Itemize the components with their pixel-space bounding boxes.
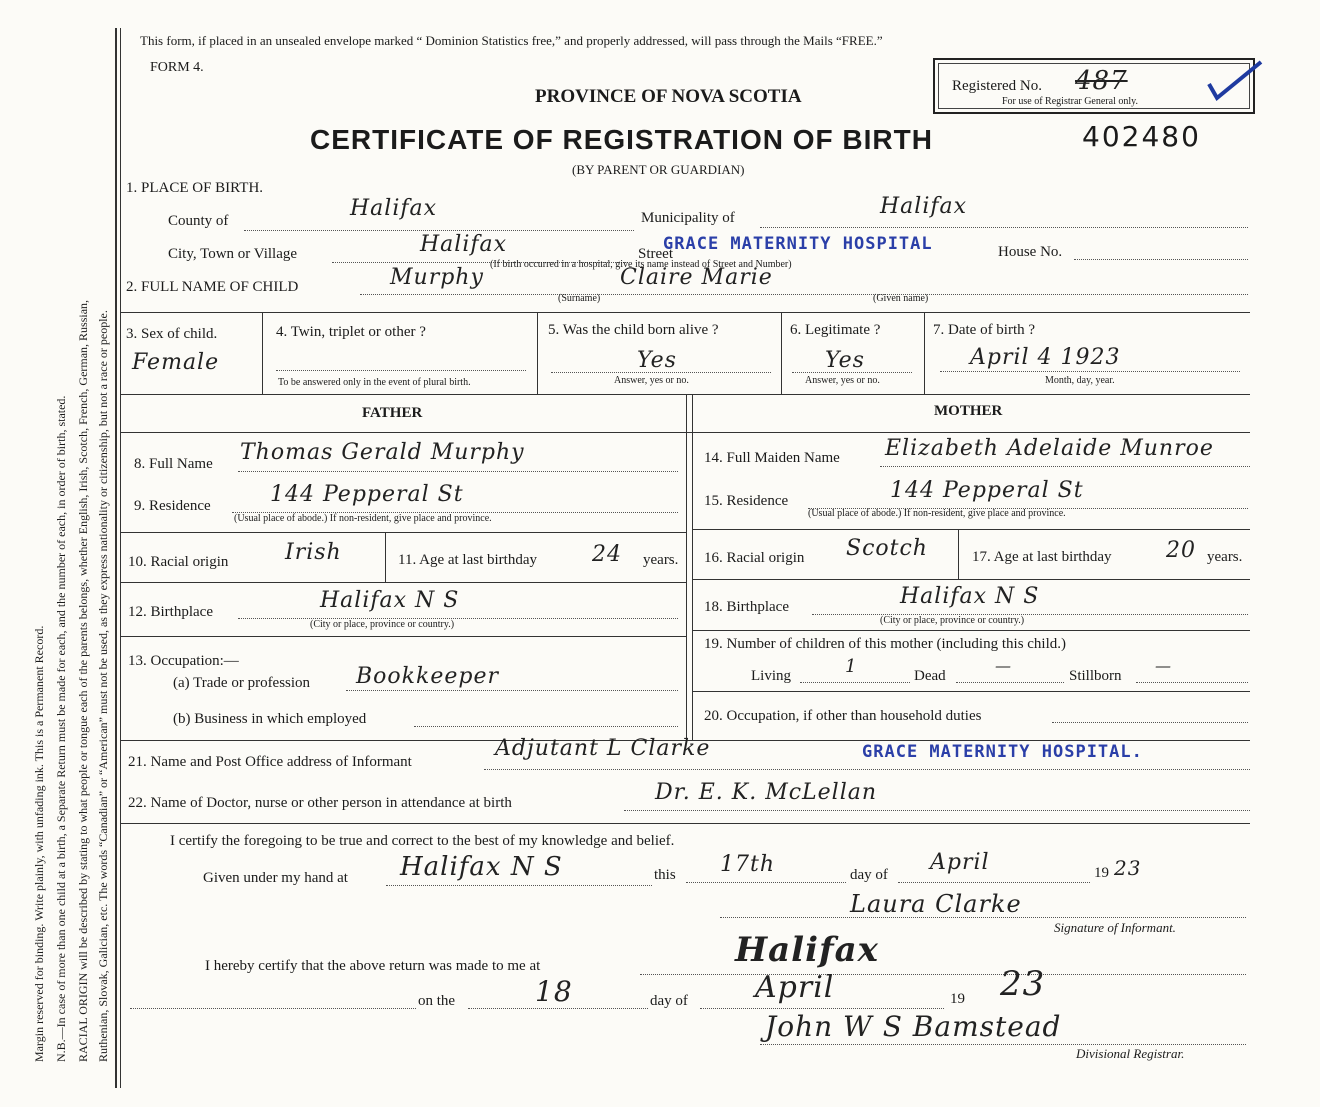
father-residence: 144 Pepperal St xyxy=(270,482,464,507)
father-age-label: 11. Age at last birthday xyxy=(398,552,537,568)
father-trade-label: (a) Trade or profession xyxy=(173,675,311,691)
stillborn-label: Stillborn xyxy=(1069,668,1122,684)
mother-birthplace-note: (City or place, province or country.) xyxy=(880,615,1025,626)
dob-value: April 4 1923 xyxy=(970,345,1121,370)
place-of-birth-label: 1. PLACE OF BIRTH. xyxy=(126,180,264,196)
mother-age-label: 17. Age at last birthday xyxy=(972,549,1112,565)
alive-note: Answer, yes or no. xyxy=(614,375,689,386)
dob-label: 7. Date of birth ? xyxy=(933,322,1036,338)
checkmark-icon xyxy=(1205,58,1265,106)
certify-this-label: this xyxy=(654,867,676,883)
registered-number: 487 xyxy=(1075,66,1128,96)
house-label: House No. xyxy=(998,244,1063,260)
margin-note-2: N.B.—In case of more than one child at a birth, a Separate Return must be made for each, and the number of each, in order of birth, stated. xyxy=(54,395,68,1062)
dead-label: Dead xyxy=(914,668,946,684)
certify-year-prefix: 19 xyxy=(1094,865,1109,881)
child-surname: Murphy xyxy=(390,265,484,290)
informant-signature-label: Signature of Informant. xyxy=(1054,920,1176,935)
registrar-year: 23 xyxy=(1000,964,1046,1004)
mother-age-unit: years. xyxy=(1207,549,1243,565)
informant-label: 21. Name and Post Office address of Informant xyxy=(128,754,412,770)
mother-race-label: 16. Racial origin xyxy=(704,550,805,566)
registrar-place: Halifax xyxy=(735,930,879,970)
mother-name-label: 14. Full Maiden Name xyxy=(704,450,840,466)
registrar-day: 18 xyxy=(535,975,573,1008)
father-name-label: 8. Full Name xyxy=(134,456,213,472)
certify-day: 17th xyxy=(720,852,776,877)
registrar-year-prefix: 19 xyxy=(950,991,965,1007)
father-race: Irish xyxy=(285,540,342,565)
doctor-name: Dr. E. K. McLellan xyxy=(655,780,878,805)
street-label: Street xyxy=(638,246,673,262)
living-label: Living xyxy=(751,668,791,684)
certify-day-of-label: day of xyxy=(850,867,888,883)
binding-rule xyxy=(115,28,117,1088)
mother-age: 20 xyxy=(1166,538,1196,563)
margin-note-3: RACIAL ORIGIN will be described by stating to what people or tongue each of the parents belongs, whether English, Irish, Scotch, French, German, Russian, xyxy=(76,299,90,1062)
dead-value: — xyxy=(995,656,1012,675)
mother-name: Elizabeth Adelaide Munroe xyxy=(885,436,1214,461)
alive-value: Yes xyxy=(637,348,677,373)
surname-caption: (Surname) xyxy=(558,293,601,304)
father-residence-note: (Usual place of abode.) If non-resident, give place and province. xyxy=(234,513,492,524)
mail-notice: This form, if placed in an unsealed envelope marked “ Dominion Statistics free,” and properly addressed, will pass through the Mails “FREE.” xyxy=(140,33,883,48)
father-name: Thomas Gerald Murphy xyxy=(240,440,525,465)
registered-note: For use of Registrar General only. xyxy=(1002,96,1138,107)
hospital-stamp: GRACE MATERNITY HOSPITAL xyxy=(663,234,933,254)
form-number: FORM 4. xyxy=(150,60,204,75)
certify-month: April xyxy=(930,850,990,875)
father-birthplace: Halifax N S xyxy=(320,588,460,613)
informant-name: Adjutant L Clarke xyxy=(495,736,711,761)
county-label: County of xyxy=(168,213,229,229)
registrar-statement: I hereby certify that the above return was made to me at xyxy=(205,958,541,974)
registrar-signature: John W S Bamstead xyxy=(765,1010,1062,1043)
legitimate-label: 6. Legitimate ? xyxy=(790,322,881,338)
mother-heading: MOTHER xyxy=(934,403,1003,419)
mother-occupation-label: 20. Occupation, if other than household duties xyxy=(704,708,982,724)
father-occupation-label: 13. Occupation:— xyxy=(128,653,239,669)
father-trade: Bookkeeper xyxy=(356,664,499,689)
margin-note-1: Margin reserved for binding. Write plainly, with unfading ink. This is a Permanent Record. xyxy=(32,625,46,1062)
municipality-label: Municipality of xyxy=(641,210,735,226)
father-business-label: (b) Business in which employed xyxy=(173,711,367,727)
dob-note: Month, day, year. xyxy=(1045,375,1115,386)
mother-residence-note: (Usual place of abode.) If non-resident, give place and province. xyxy=(808,508,1066,519)
father-age: 24 xyxy=(592,542,622,567)
sex-label: 3. Sex of child. xyxy=(126,326,218,342)
registrar-month: April xyxy=(755,970,835,1005)
mother-race: Scotch xyxy=(846,536,928,561)
sex-value: Female xyxy=(132,350,220,375)
legitimate-value: Yes xyxy=(825,348,865,373)
informant-stamp: GRACE MATERNITY HOSPITAL. xyxy=(862,742,1143,762)
mother-birthplace-label: 18. Birthplace xyxy=(704,599,789,615)
mother-birthplace: Halifax N S xyxy=(900,584,1040,609)
twin-label: 4. Twin, triplet or other ? xyxy=(276,324,426,340)
province-heading: PROVINCE OF NOVA SCOTIA xyxy=(535,86,802,107)
registrar-on-the-label: on the xyxy=(418,993,456,1009)
father-heading: FATHER xyxy=(362,405,423,421)
given-caption: (Given name) xyxy=(873,293,929,304)
given-under-label: Given under my hand at xyxy=(203,870,348,886)
certify-place: Halifax N S xyxy=(400,852,563,882)
certify-year: 23 xyxy=(1114,856,1142,880)
informant-signature: Laura Clarke xyxy=(850,890,1022,918)
certify-statement: I certify the foregoing to be true and correct to the best of my knowledge and belief. xyxy=(170,833,675,849)
doctor-label: 22. Name of Doctor, nurse or other person in attendance at birth xyxy=(128,795,512,811)
subtitle: (BY PARENT OR GUARDIAN) xyxy=(572,162,745,177)
father-residence-label: 9. Residence xyxy=(134,498,211,514)
county-value: Halifax xyxy=(350,196,438,221)
registrar-day-of-label: day of xyxy=(650,993,688,1009)
child-name-label: 2. FULL NAME OF CHILD xyxy=(126,279,299,295)
legitimate-note: Answer, yes or no. xyxy=(805,375,880,386)
municipality-value: Halifax xyxy=(880,194,968,219)
stillborn-value: — xyxy=(1155,656,1172,675)
city-value: Halifax xyxy=(420,232,508,257)
street-note: (If birth occurred in a hospital, give its name instead of Street and Number) xyxy=(490,259,792,270)
alive-label: 5. Was the child born alive ? xyxy=(548,322,719,338)
margin-note-4: Ruthenian, Slovak, Galician, etc. The words “Canadian” or “American” must not be used, as they express nationality or citizenship, but not a race or people. xyxy=(96,310,110,1062)
father-race-label: 10. Racial origin xyxy=(128,554,229,570)
city-label: City, Town or Village xyxy=(168,246,298,262)
father-birthplace-label: 12. Birthplace xyxy=(128,604,213,620)
registrar-signature-label: Divisional Registrar. xyxy=(1076,1046,1185,1061)
living-value: 1 xyxy=(845,656,858,677)
mother-children-label: 19. Number of children of this mother (including this child.) xyxy=(704,636,1067,652)
certificate-title: CERTIFICATE OF REGISTRATION OF BIRTH xyxy=(310,124,933,155)
child-given-name: Claire Marie xyxy=(620,265,773,290)
father-age-unit: years. xyxy=(643,552,679,568)
registered-label: Registered No. xyxy=(952,78,1042,94)
father-birthplace-note: (City or place, province or country.) xyxy=(310,619,455,630)
mother-residence: 144 Pepperal St xyxy=(890,478,1084,503)
certificate-number: 402480 xyxy=(1082,120,1201,153)
twin-note: To be answered only in the event of plural birth. xyxy=(278,377,471,388)
mother-residence-label: 15. Residence xyxy=(704,493,789,509)
binding-rule-inner xyxy=(120,28,121,1088)
